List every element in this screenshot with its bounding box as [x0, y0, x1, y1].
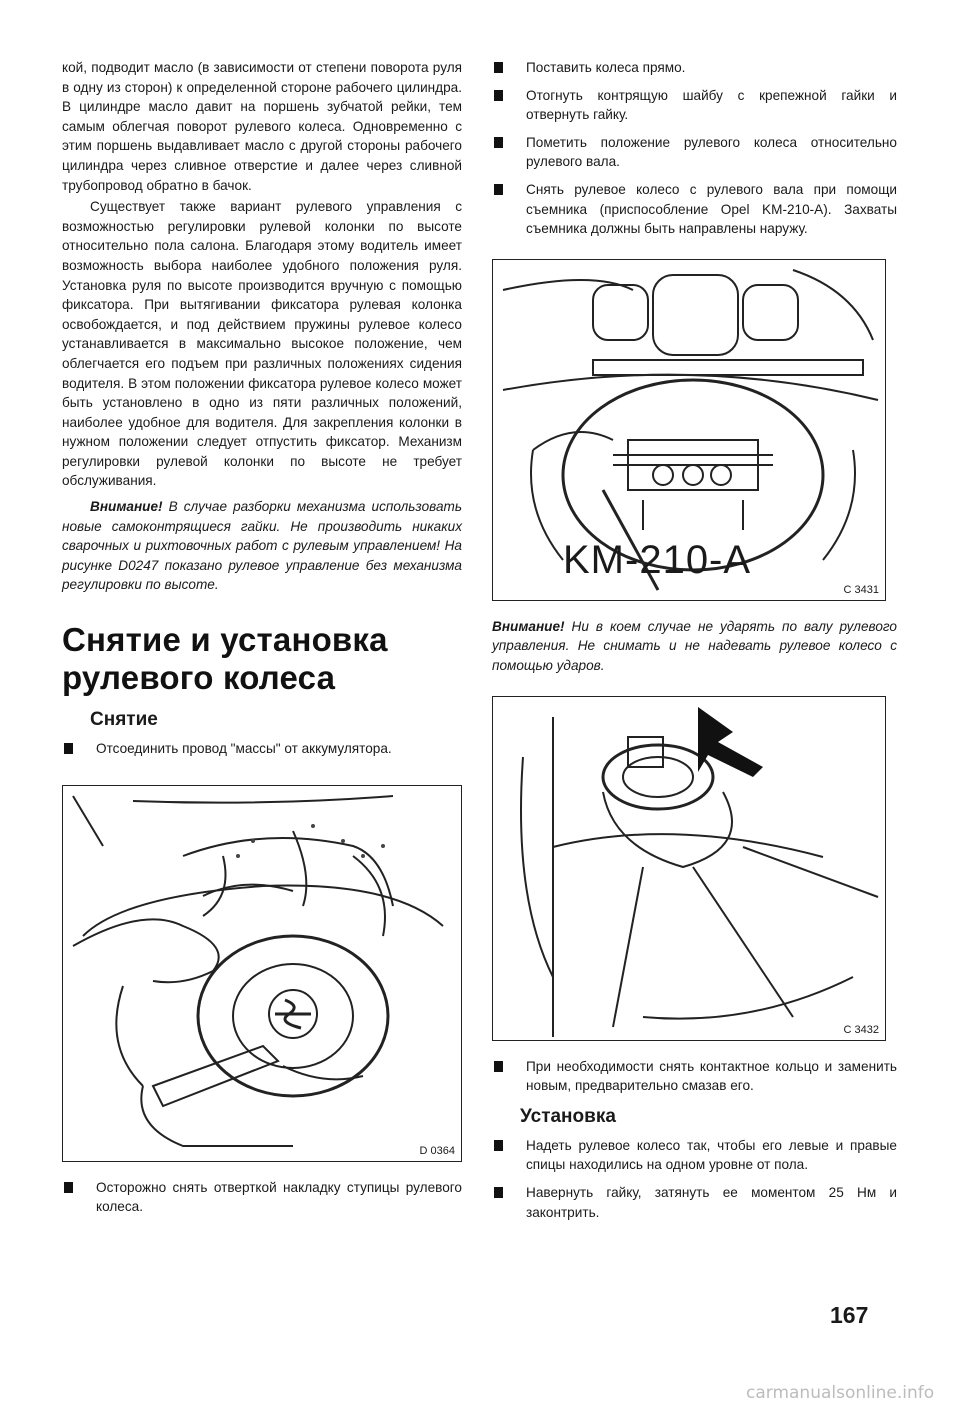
- list-item: Надеть рулевое колесо так, чтобы его левые и правые спицы находились на одном уровне от пола.: [492, 1136, 897, 1175]
- contact-ring-illustration: [493, 697, 885, 1040]
- warning-note: [62, 497, 462, 595]
- steering-wheel-illustration: [63, 786, 461, 1161]
- warning-text: В случае разборки механизма использовать новые самоконтрящиеся гайки. Не производить никаких сварочных и рихтовочных работ с рулевым управлением! На рисунке D0247 показано рулевое управление без механизма регулировки по высоте.: [62, 499, 462, 593]
- warning-text: Ни в коем случае не ударять по валу рулевого управления. Не снимать и не надевать рулевое колесо с помощью ударов.: [492, 618, 897, 673]
- right-column: [492, 58, 897, 1230]
- list-item: Пометить положение рулевого колеса относительно рулевого вала.: [492, 133, 897, 172]
- figure-airbag-cover-removal: [62, 785, 462, 1162]
- list-item: При необходимости снять контактное кольцо и заменить новым, предварительно смазав его.: [492, 1057, 897, 1096]
- subheading-removal: Снятие: [90, 709, 158, 731]
- list-item: Отсоединить провод "массы" от аккумулятора.: [62, 739, 462, 759]
- page-number: 167: [830, 1302, 869, 1328]
- figure-label: C 3432: [843, 1023, 879, 1036]
- body-paragraph: кой, подводит масло (в зависимости от степени поворота руля в одну из сторон) к определенной стороне рабочего цилиндра. В цилиндре масло давит на поршень зубчатой рейки, тем самым облегчая поворот рулевого колеса. Одновременно с этим поршень выдавливает масло с другой стороны рабочего цилиндра через сливное отверстие и далее через сливной трубопровод обратно в бачок.: [62, 60, 462, 193]
- list-item: Поставить колеса прямо.: [492, 58, 897, 78]
- warning-label: Внимание!: [90, 499, 163, 515]
- warning-label: Внимание!: [492, 618, 565, 634]
- list-item: Навернуть гайку, затянуть ее моментом 25 Нм и законтрить.: [492, 1183, 897, 1222]
- list-item: Отогнуть контрящую шайбу с крепежной гайки и отвернуть гайку.: [492, 86, 897, 125]
- section-heading: Снятие и установка рулевого колеса: [62, 621, 388, 697]
- body-paragraph: Существует также вариант рулевого управления с возможностью регулировки рулевой колонки по высоте относительно пола салона. Благодаря этому водитель имеет возможность выбора наиболее удобного положения руля. Установка руля по высоте производится вручную с помощью фиксатора. При вытягивании фиксатора рулевая колонка освобождается, и под действием пружины рулевое колесо устанавливается в максимально высокое положение, чем облегчается его подъем при различных положениях сидения водителя. В этом положении фиксатора рулевое колесо может быть установлено в одно из пяти различных положений, наиболее удобное для водителя. Для закрепления колонки в нужном положении следует отпустить фиксатор. Механизм регулировки рулевой колонки по высоте не требует обслуживания.: [62, 199, 462, 489]
- left-column: [62, 58, 462, 1225]
- figure-label: D 0364: [419, 1144, 455, 1157]
- subheading-installation: Установка: [520, 1105, 616, 1127]
- figure-label: C 3431: [843, 583, 879, 596]
- figure-puller-tool: [492, 259, 886, 601]
- list-item: Снять рулевое колесо с рулевого вала при помощи съемника (приспособление Opel KM-210-A). Захваты съемника должны быть направлены наружу.: [492, 180, 897, 239]
- warning-note: [492, 617, 897, 676]
- list-item: Осторожно снять отверткой накладку ступицы рулевого колеса.: [62, 1178, 462, 1217]
- tool-label: KM-210-A: [563, 537, 752, 582]
- watermark: carmanualsonline.info: [746, 1383, 935, 1403]
- figure-contact-ring: [492, 696, 886, 1041]
